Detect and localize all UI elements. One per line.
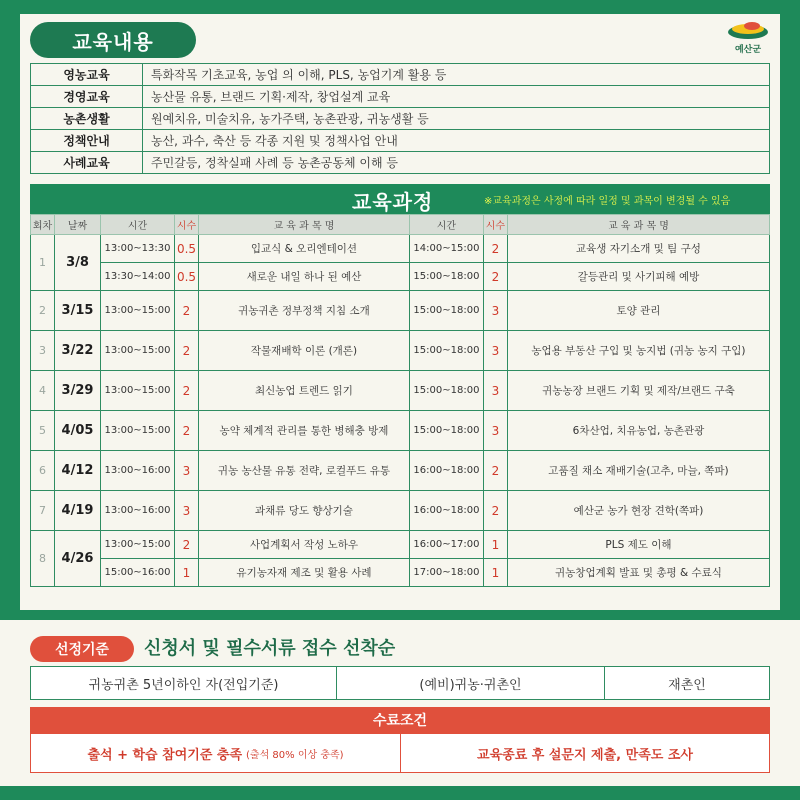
date-cell: 3/22 [55, 331, 101, 371]
hours-cell: 1 [175, 559, 199, 587]
date-cell: 4/05 [55, 411, 101, 451]
schedule-row [31, 411, 770, 451]
hours-cell: 2 [175, 371, 199, 411]
time-cell: 13:00~15:00 [101, 371, 175, 411]
hours-cell: 3 [175, 451, 199, 491]
date-cell: 4/26 [55, 531, 101, 587]
completion-row [30, 733, 770, 773]
schedule-row [31, 371, 770, 411]
edu-category: 사례교육 [31, 152, 143, 174]
subject-cell: 최신농업 트렌드 읽기 [199, 371, 410, 411]
date-cell: 3/8 [55, 235, 101, 291]
edu-desc: 원예치유, 미술치유, 농가주택, 농촌관광, 귀농생활 등 [143, 108, 770, 130]
edu-desc: 특화작목 기초교육, 농업 의 이해, PLS, 농업기계 활용 등 [143, 64, 770, 86]
time-cell: 13:00~15:00 [101, 291, 175, 331]
time-cell: 16:00~18:00 [409, 451, 483, 491]
subject-cell: 갈등관리 및 사기피해 예방 [507, 263, 769, 291]
schedule-header: 교 육 과 목 명 [507, 215, 769, 235]
schedule-row [31, 235, 770, 263]
date-cell: 3/15 [55, 291, 101, 331]
edu-desc: 농산물 유통, 브랜드 기획·제작, 창업설계 교육 [143, 86, 770, 108]
eligibility-tier: (예비)귀농·귀촌인 [337, 667, 605, 699]
subject-cell: 입교식 & 오리엔테이션 [199, 235, 410, 263]
schedule-header: 날짜 [55, 215, 101, 235]
subject-cell: 귀농농장 브랜드 기획 및 제작/브랜드 구축 [507, 371, 769, 411]
time-cell: 13:30~14:00 [101, 263, 175, 291]
edu-content-table [30, 63, 770, 174]
subject-cell: 농업용 부동산 구입 및 농지법 (귀농 농지 구입) [507, 331, 769, 371]
subject-cell: 유기농자재 제조 및 활용 사례 [199, 559, 410, 587]
edu-category: 농촌생활 [31, 108, 143, 130]
time-cell: 16:00~17:00 [409, 531, 483, 559]
time-cell: 13:00~16:00 [101, 491, 175, 531]
hours-cell: 3 [483, 371, 507, 411]
section-title: 교육내용 [30, 22, 196, 58]
hours-cell: 1 [483, 559, 507, 587]
time-cell: 16:00~18:00 [409, 491, 483, 531]
schedule-header: 시수 [175, 215, 199, 235]
schedule-row [31, 263, 770, 291]
hours-cell: 3 [175, 491, 199, 531]
subject-cell: 귀농창업계획 발표 및 총평 & 수료식 [507, 559, 769, 587]
time-cell: 15:00~18:00 [409, 371, 483, 411]
session-cell: 3 [31, 331, 55, 371]
selection-text: 신청서 및 필수서류 접수 선착순 [144, 638, 396, 659]
time-cell: 15:00~18:00 [409, 291, 483, 331]
selection-badge: 선정기준 [30, 636, 134, 662]
edu-category: 정책안내 [31, 130, 143, 152]
schedule-header: 시간 [409, 215, 483, 235]
course-title: 교육과정 [352, 190, 434, 214]
hours-cell: 0.5 [175, 235, 199, 263]
edu-desc: 주민갈등, 정착실패 사례 등 농촌공동체 이해 등 [143, 152, 770, 174]
subject-cell: 농약 체계적 관리를 통한 병해충 방제 [199, 411, 410, 451]
time-cell: 17:00~18:00 [409, 559, 483, 587]
eligibility-tier: 재촌인 [668, 677, 706, 693]
hours-cell: 2 [483, 263, 507, 291]
session-cell: 1 [31, 235, 55, 291]
subject-cell: 귀농 농산물 유통 전략, 로컬푸드 유통 [199, 451, 410, 491]
subject-cell: 작물재배학 이론 (개론) [199, 331, 410, 371]
completion-left [31, 734, 401, 772]
hours-cell: 2 [175, 331, 199, 371]
yesan-logo-icon [726, 18, 770, 42]
edu-category: 영농교육 [31, 64, 143, 86]
subject-cell: 새로운 내일 하나 된 예산 [199, 263, 410, 291]
subject-cell: 교육생 자기소개 및 팀 구성 [507, 235, 769, 263]
subject-cell: 토양 관리 [507, 291, 769, 331]
subject-cell: 사업계획서 작성 노하우 [199, 531, 410, 559]
hours-cell: 3 [483, 291, 507, 331]
edu-category: 경영교육 [31, 86, 143, 108]
edu-row [31, 86, 770, 108]
subject-cell: PLS 제도 이해 [507, 531, 769, 559]
date-cell: 4/12 [55, 451, 101, 491]
hours-cell: 2 [175, 291, 199, 331]
time-cell: 15:00~18:00 [409, 263, 483, 291]
hours-cell: 1 [483, 531, 507, 559]
hours-cell: 3 [483, 411, 507, 451]
session-cell: 4 [31, 371, 55, 411]
subject-cell: 예산군 농가 현장 견학(쪽파) [507, 491, 769, 531]
completion-left-note: (출석 80% 이상 충족) [246, 749, 344, 761]
session-cell: 8 [31, 531, 55, 587]
schedule-header: 시수 [483, 215, 507, 235]
schedule-row [31, 291, 770, 331]
eligibility-tier: 귀농귀촌 5년이하인 자(전입기준) [31, 667, 337, 699]
subject-cell: 6차산업, 치유농업, 농촌관광 [507, 411, 769, 451]
subject-cell: 귀농귀촌 정부정책 지침 소개 [199, 291, 410, 331]
schedule-header: 회차 [31, 215, 55, 235]
eligibility-row [30, 666, 770, 700]
schedule-row [31, 559, 770, 587]
completion-right: 교육종료 후 설문지 제출, 만족도 조사 [477, 747, 693, 763]
schedule-row [31, 451, 770, 491]
schedule-row [31, 531, 770, 559]
course-note: ※교육과정은 사정에 따라 일정 및 과목이 변경될 수 있음 [484, 196, 731, 207]
date-cell: 3/29 [55, 371, 101, 411]
hours-cell: 2 [483, 235, 507, 263]
edu-desc: 농산, 과수, 축산 등 각종 지원 및 정책사업 안내 [143, 130, 770, 152]
time-cell: 13:00~16:00 [101, 451, 175, 491]
completion-left-text: 출석 + 학습 참여기준 충족 [87, 747, 243, 763]
hours-cell: 0.5 [175, 263, 199, 291]
session-cell: 5 [31, 411, 55, 451]
logo-text: 예산군 [734, 45, 762, 55]
time-cell: 15:00~18:00 [409, 411, 483, 451]
course-header [30, 184, 770, 214]
session-cell: 7 [31, 491, 55, 531]
subject-cell: 과채류 당도 향상기술 [199, 491, 410, 531]
schedule-row [31, 331, 770, 371]
subject-cell: 고품질 채소 재배기술(고추, 마늘, 쪽파) [507, 451, 769, 491]
edu-row [31, 64, 770, 86]
hours-cell: 3 [483, 331, 507, 371]
date-cell: 4/19 [55, 491, 101, 531]
time-cell: 13:00~13:30 [101, 235, 175, 263]
time-cell: 13:00~15:00 [101, 331, 175, 371]
hours-cell: 2 [483, 451, 507, 491]
time-cell: 13:00~15:00 [101, 411, 175, 451]
logo [722, 18, 774, 56]
edu-row [31, 108, 770, 130]
session-cell: 2 [31, 291, 55, 331]
hours-cell: 2 [175, 531, 199, 559]
time-cell: 14:00~15:00 [409, 235, 483, 263]
time-cell: 13:00~15:00 [101, 531, 175, 559]
edu-row [31, 130, 770, 152]
hours-cell: 2 [483, 491, 507, 531]
session-cell: 6 [31, 451, 55, 491]
hours-cell: 2 [175, 411, 199, 451]
edu-row [31, 152, 770, 174]
schedule-header: 교 육 과 목 명 [199, 215, 410, 235]
time-cell: 15:00~16:00 [101, 559, 175, 587]
schedule-header: 시간 [101, 215, 175, 235]
schedule-table [30, 214, 770, 587]
completion-title: 수료조건 [30, 707, 770, 733]
schedule-row [31, 491, 770, 531]
time-cell: 15:00~18:00 [409, 331, 483, 371]
